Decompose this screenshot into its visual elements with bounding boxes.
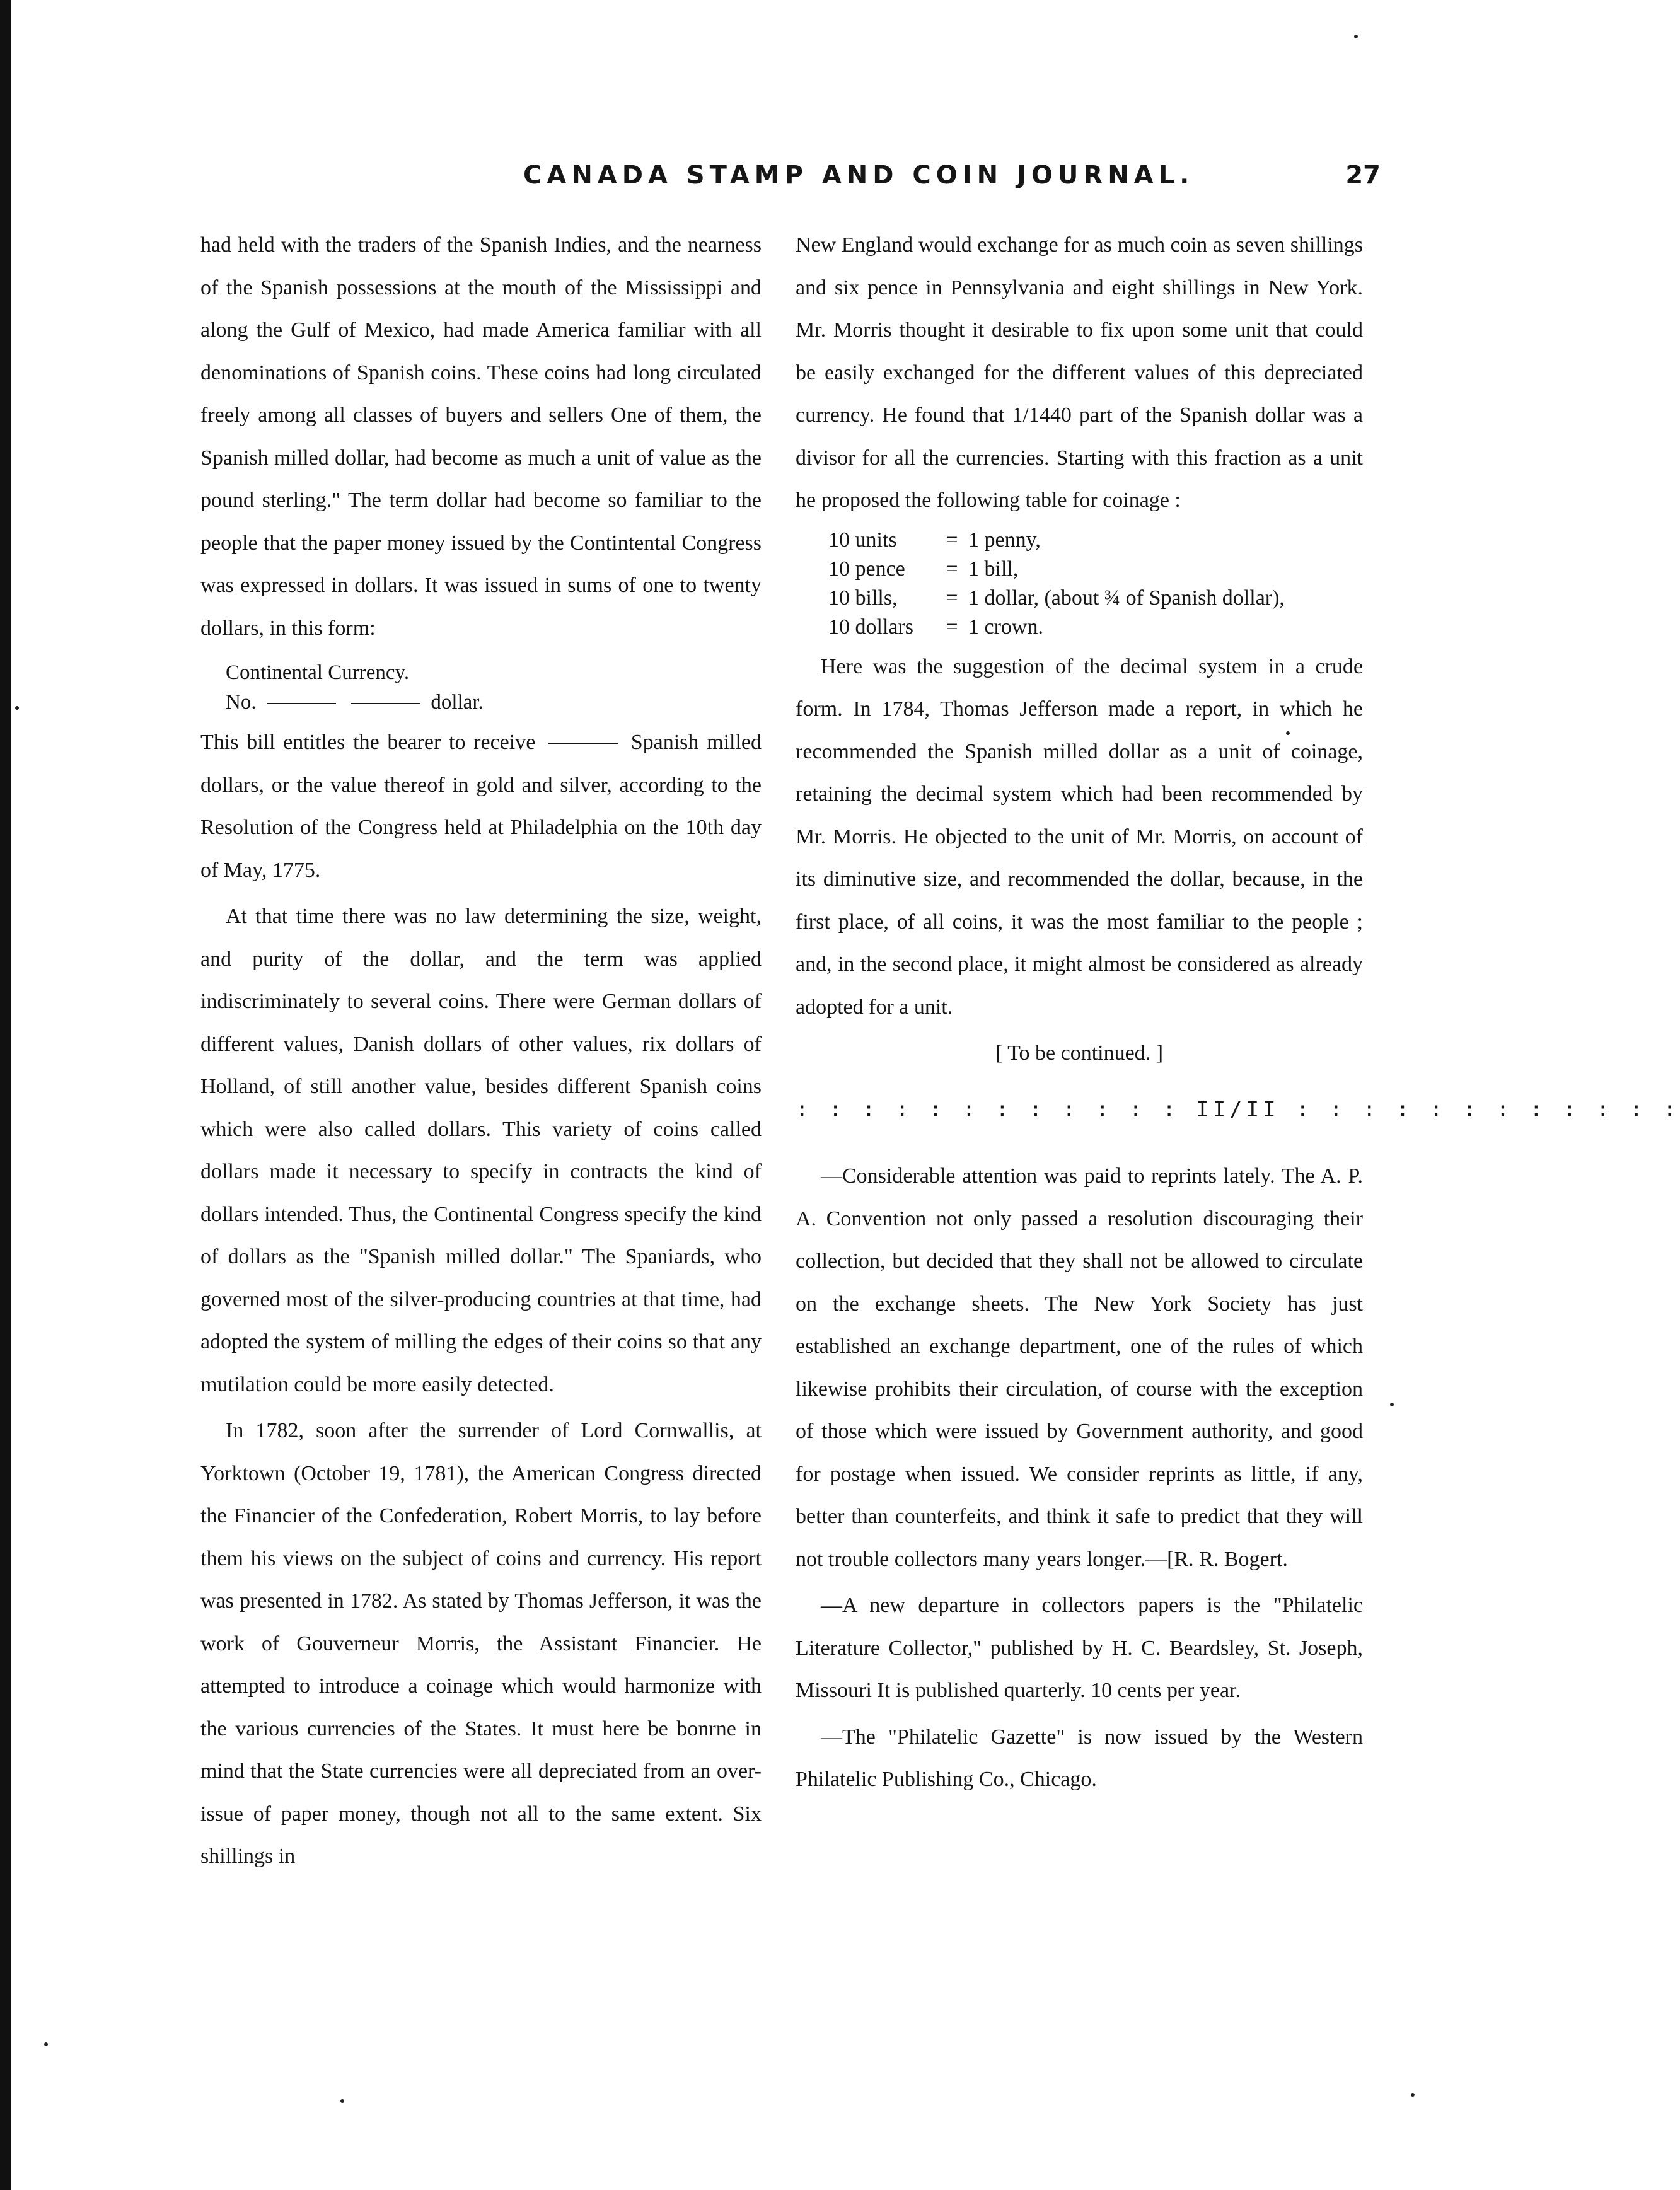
table-row xyxy=(828,526,1363,555)
section-separator: : : : : : : : : : : : : II/II : : : : : : : : : : : : xyxy=(796,1096,1680,1122)
table-cell: 10 dollars xyxy=(828,615,914,639)
note-philatelic-gazette: —The "Philatelic Gazette" is now issued by the Western Philatelic Publishing Co., Chicago. xyxy=(796,1725,1363,1791)
coinage-table xyxy=(828,526,1363,642)
scan-speck xyxy=(340,2099,344,2103)
table-cell: 10 units xyxy=(828,528,897,552)
right-column xyxy=(796,224,1680,1801)
scan-speck xyxy=(1286,731,1290,735)
left-paragraph-2: At that time there was no law determining the size, weight, and purity of the dollar, and the term was applied indiscriminately to several coins. There were German dollars of different values, Danish dollars of other values, rix dollars of Holland, of still another value, besides different Spanish coins which were also called dollars. This variety of coins called dollars made it necessary to specify in contracts the kind of dollars intended. Thus, the Continental Congress specify the kind of dollars as the "Spanish milled dollar." The Spaniards, who governed most of the silver-producing countries at that time, had adopted the system of milling the edges of their coins so that any mutilation could be more easily detected. xyxy=(200,905,762,1396)
blank-line xyxy=(548,743,618,744)
left-paragraph-1: had held with the traders of the Spanish Indies, and the nearness of the Spanish possessions at the mouth of the Mississippi and along the Gulf of Mexico, had made America familiar with all denominations of Spanish coins. These coins had long circulated freely among all classes of buyers and sellers One of them, the Spanish milled dollar, had become as much a unit of value as the pound sterling." The term dollar had become so familiar to the people that the paper money issued by the Contintental Congress was expressed in dollars. It was issued in sums of one to twenty dollars, in this form: xyxy=(200,233,762,640)
running-header xyxy=(523,161,1393,199)
form-bill-text xyxy=(200,721,762,891)
form-bill-start: This bill entitles the bearer to receive xyxy=(200,731,536,754)
note-literature-collector: —A new departure in collectors papers is the "Philatelic Literature Collector," published by H. C. Beardsley, St. Joseph, Missouri It is published quarterly. 10 cents per year. xyxy=(796,1594,1363,1702)
table-cell: 1 penny, xyxy=(968,528,1041,552)
table-cell: 1 crown. xyxy=(968,615,1043,639)
blank-line xyxy=(351,703,420,704)
scan-speck xyxy=(44,2042,48,2046)
currency-form xyxy=(226,658,762,717)
table-cell: 1 dollar, (about ¾ of Spanish dollar), xyxy=(968,586,1285,610)
table-cell: 10 bills, xyxy=(828,586,898,610)
right-paragraph-2: Here was the suggestion of the decimal system in a crude form. In 1784, Thomas Jefferson made a report, in which he recommended the Spanish milled dollar as a unit of coinage, retaining the decimal system which had been recommended by Mr. Morris. He objected to the unit of Mr. Morris, on account of its diminutive size, and recommended the dollar, because, in the first place, of all coins, it was the most familiar to the people ; and, in the second place, it might almost be considered as already adopted for a unit. xyxy=(796,654,1363,1019)
form-no-label: No. xyxy=(226,691,257,714)
table-cell: 10 pence xyxy=(828,557,905,581)
page-number: 27 xyxy=(1345,161,1381,190)
blank-line xyxy=(267,703,336,704)
journal-title: CANADA STAMP AND COIN JOURNAL. xyxy=(523,161,1195,190)
table-cell: = xyxy=(946,586,958,610)
scan-speck xyxy=(15,706,19,710)
form-title: Continental Currency. xyxy=(226,661,410,684)
table-row xyxy=(828,584,1363,613)
table-row xyxy=(828,555,1363,584)
table-cell: = xyxy=(946,528,958,552)
table-cell: = xyxy=(946,615,958,639)
scan-speck xyxy=(1354,35,1358,38)
left-column xyxy=(200,224,762,1878)
scan-speck xyxy=(1390,1403,1394,1406)
left-paragraph-3: In 1782, soon after the surrender of Lord Cornwallis, at Yorktown (October 19, 1781), the American Congress directed the Financier of the Confederation, Robert Morris, to lay before them his views on the subject of coins and currency. His report was presented in 1782. As stated by Thomas Jefferson, it was the work of Gouverneur Morris, the Assistant Financier. He attempted to introduce a coinage which would harmonize with the various currencies of the States. It must here be bonrne in mind that the State currencies were all depreciated from an over-issue of paper money, though not all to the same extent. Six shillings in xyxy=(200,1419,762,1868)
to-be-continued: [ To be continued. ] xyxy=(995,1041,1164,1065)
form-number-line xyxy=(226,688,762,717)
page-edge xyxy=(0,0,11,2190)
note-reprints: —Considerable attention was paid to reprints lately. The A. P. A. Convention not only passed a resolution discouraging their collection, but decided that they shall not be allowed to circulate on the exchange sheets. The New York Society has just established an exchange department, one of the rules of which likewise prohibits their circulation, of course with the exception of those which were issued by Government authority, and good for postage when issued. We consider reprints as little, if any, better than counterfeits, and think it safe to predict that they will not trouble collectors many years longer.—[R. R. Bogert. xyxy=(796,1164,1363,1571)
form-bill-rest: Spanish milled dollars, or the value thereof in gold and silver, according to the Resolution of the Congress held at Philadelphia on the 10th day of May, 1775. xyxy=(200,731,762,882)
table-row xyxy=(828,613,1363,642)
scan-speck xyxy=(1411,2093,1415,2097)
table-cell: 1 bill, xyxy=(968,557,1019,581)
right-paragraph-1: New England would exchange for as much coin as seven shillings and six pence in Pennsylvania and eight shillings in New York. Mr. Morris thought it desirable to fix upon some unit that could be easily exchanged for the different values of this depreciated currency. He found that 1/1440 part of the Spanish dollar was a divisor for all the currencies. Starting with this fraction as a unit he proposed the following table for coinage : xyxy=(796,233,1363,512)
form-dollar-label: dollar. xyxy=(431,691,484,714)
table-cell: = xyxy=(946,557,958,581)
